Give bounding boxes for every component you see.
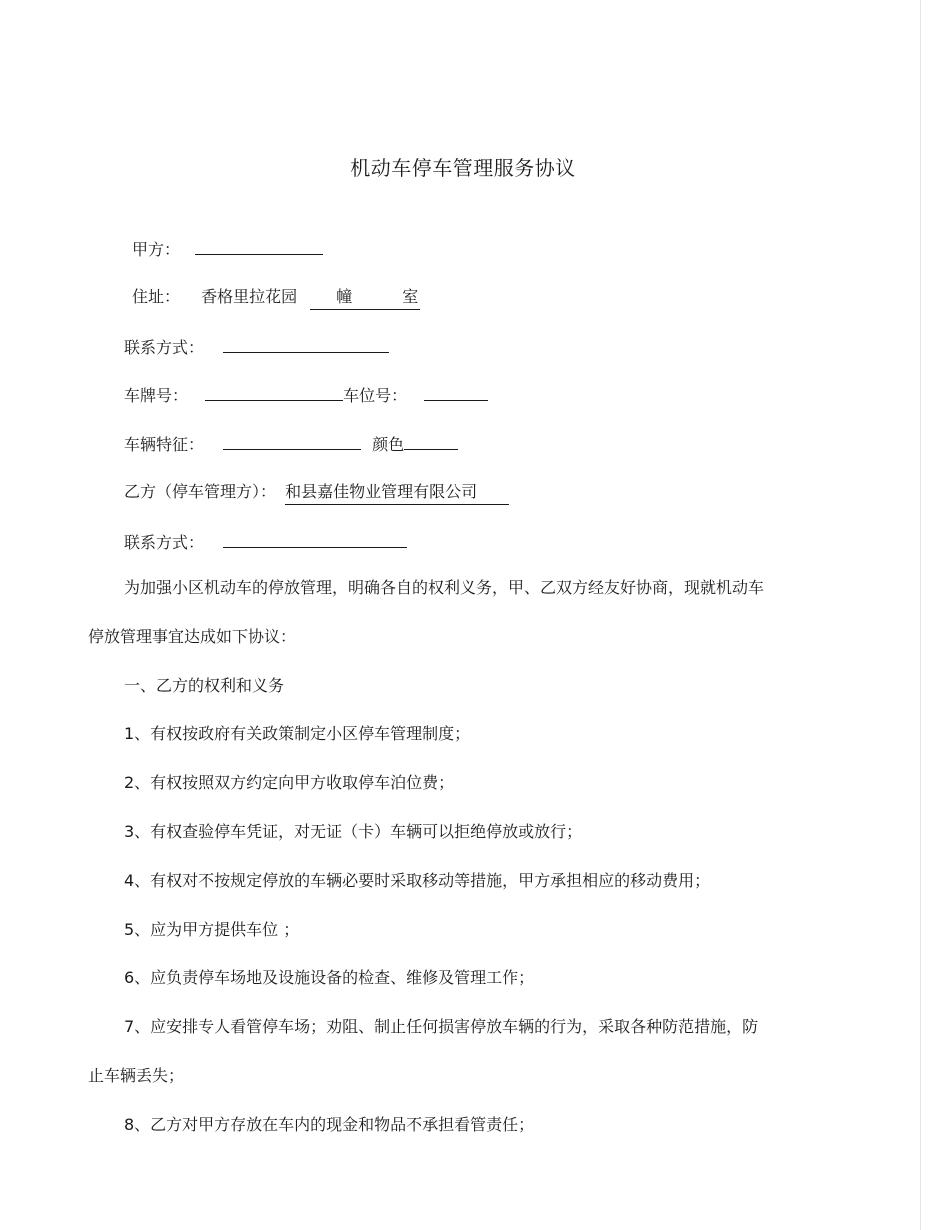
clause-7: 7、应安排专人看管停车场；劝阻、制止任何损害停放车辆的行为，采取各种防范措施，防 [124, 1017, 759, 1036]
clause-5: 5、应为甲方提供车位 ； [124, 920, 300, 939]
contact-a-line [124, 334, 389, 360]
address-unit-blank[interactable] [310, 285, 420, 310]
color-blank[interactable] [404, 431, 458, 450]
party-b-line [124, 480, 509, 505]
party-a-blank[interactable] [195, 236, 323, 255]
clause-8: 8、乙方对甲方存放在车内的现金和物品不承担看管责任； [124, 1115, 535, 1134]
address-label: 住址： [132, 287, 181, 306]
space-blank[interactable] [424, 382, 488, 401]
vehicle-line [124, 431, 458, 457]
contact-b-blank[interactable] [223, 529, 407, 548]
document-title: 机动车停车管理服务协议 [350, 156, 576, 180]
space-label: 车位号： [343, 386, 408, 405]
contact-a-label: 联系方式： [124, 338, 205, 357]
party-a-label: 甲方： [132, 240, 181, 259]
party-b-name: 和县嘉佳物业管理有限公司 [285, 482, 478, 501]
clause-4: 4、有权对不按规定停放的车辆必要时采取移动等措施，甲方承担相应的移动费用； [124, 871, 711, 890]
party-a-line [132, 236, 323, 262]
vehicle-label: 车辆特征： [124, 435, 205, 454]
plate-label: 车牌号： [124, 386, 189, 405]
party-b-label: 乙方（停车管理方）： [124, 482, 277, 501]
party-b-blank[interactable] [285, 480, 509, 505]
contact-b-line [124, 529, 407, 555]
intro-line-1: 为加强小区机动车的停放管理，明确各自的权利义务，甲、乙双方经友好协商，现就机动车 [124, 578, 765, 597]
address-building: 幢 [336, 287, 353, 306]
plate-blank[interactable] [205, 382, 343, 401]
address-line [132, 285, 420, 310]
contact-b-label: 联系方式： [124, 533, 205, 552]
intro-line-2: 停放管理事宜达成如下协议： [88, 627, 297, 646]
vehicle-blank[interactable] [223, 431, 361, 450]
contact-a-blank[interactable] [223, 334, 389, 353]
plate-line [124, 382, 488, 408]
color-label: 颜色 [372, 435, 405, 454]
page-edge [920, 0, 921, 1230]
address-room: 室 [402, 287, 419, 306]
clause-7-continued: 止车辆丢失； [88, 1066, 185, 1085]
clause-6: 6、应负责停车场地及设施设备的检查、维修及管理工作； [124, 968, 535, 987]
clause-1: 1、有权按政府有关政策制定小区停车管理制度； [124, 724, 471, 743]
section-heading: 一、乙方的权利和义务 [124, 676, 285, 695]
clause-3: 3、有权查验停车凭证，对无证（卡）车辆可以拒绝停放或放行； [124, 822, 583, 841]
address-estate: 香格里拉花园 [201, 287, 298, 306]
clause-2: 2、有权按照双方约定向甲方收取停车泊位费； [124, 773, 455, 792]
